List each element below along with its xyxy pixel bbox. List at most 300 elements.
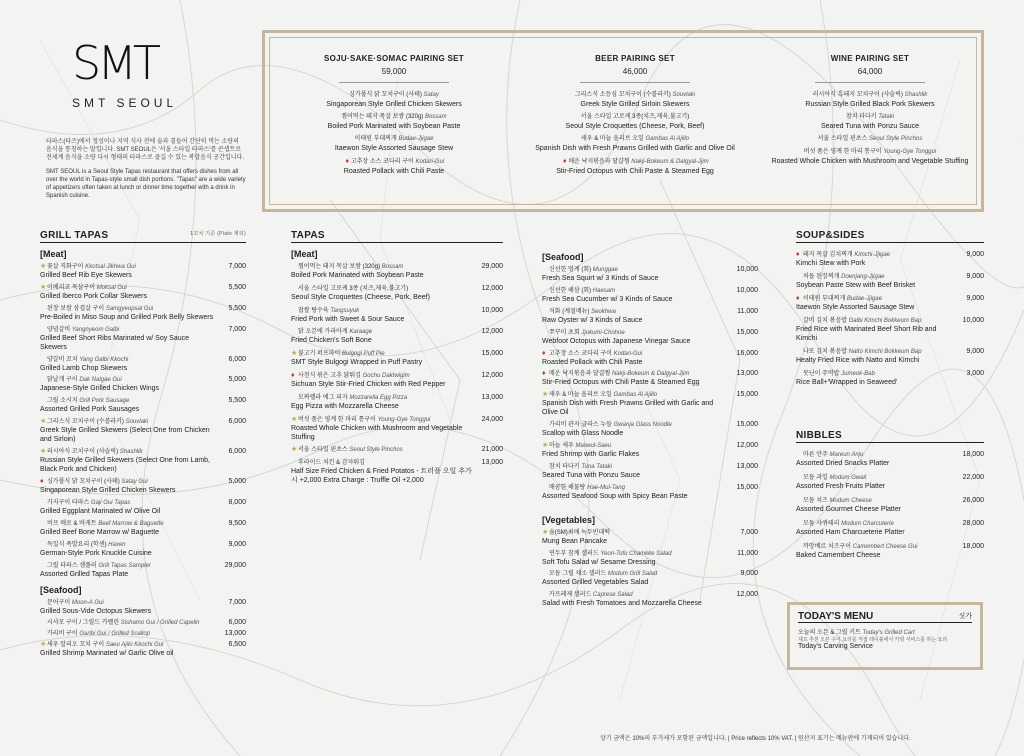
chili-icon: ♦: [563, 158, 567, 165]
menu-item: [40, 499, 246, 516]
item-price: 16,000: [736, 349, 758, 357]
item-price: 18,000: [962, 451, 984, 458]
item-korean-text: 서울 스타일 고로케 3종 (치즈,제육,불고기): [298, 285, 409, 292]
item-korean-name: [40, 326, 216, 334]
pairing-title: WINE PAIRING SET: [830, 54, 910, 63]
subsection-title: [Meat]: [291, 249, 318, 259]
item-korean-text: 찜어먹는 돼지 목살 보쌈 (320g): [298, 264, 382, 270]
menu-item: [542, 550, 758, 567]
item-romanized: Modum Grill Salad: [607, 571, 658, 578]
item-korean-name: [40, 630, 216, 638]
item-korean-text: 나또 김치 볶음밥: [803, 349, 849, 355]
item-korean-text: 가지구이 타파스: [47, 499, 91, 506]
menu-item: [796, 451, 984, 468]
pairing-item: [279, 91, 509, 109]
pairing-item: [520, 91, 750, 109]
menu-item: [40, 599, 246, 616]
item-korean-name: [40, 641, 216, 649]
item-korean-name: [755, 91, 985, 100]
item-english-name: Grilled Eggplant Marinated w/ Olive Oil: [40, 507, 161, 515]
section-title: SOUP&SIDES: [796, 230, 984, 243]
item-romanized: Mareun Anju: [829, 452, 864, 458]
menu-item: [796, 317, 984, 343]
pairing-item: [755, 113, 985, 131]
item-price: 15,000: [736, 483, 758, 491]
menu-item: [542, 484, 758, 501]
item-english-name: Stir-Fried Octopus with Chili Paste & Steamed Egg: [556, 168, 714, 175]
item-korean-text: 숨(SM)최애 녹두빈대떡: [549, 529, 611, 536]
intro-text: [46, 138, 246, 206]
chili-icon: ♦: [345, 158, 350, 165]
item-korean-name: [542, 329, 728, 337]
item-english-name: Assorted Gourmet Cheese Platter: [796, 506, 902, 513]
item-english-name: Assorted Fresh Fruits Platter: [796, 483, 886, 490]
item-korean-text: 매콤한 해물탕: [549, 484, 588, 491]
item-korean-name: [542, 484, 728, 492]
item-price: 5,500: [228, 283, 246, 291]
item-romanized: Yang Galbi Kkochi: [79, 356, 129, 363]
item-korean-name: [542, 391, 728, 399]
item-price: 21,000: [481, 446, 503, 454]
chili-icon: ♦: [796, 251, 800, 258]
item-romanized: Caprese Salad: [592, 591, 633, 598]
menu-item: [796, 295, 984, 312]
item-english-name: Egg Pizza with Mozzarella Cheese: [291, 402, 399, 410]
intro-english: SMT SEOUL is a Seoul Style Tapas restaurant that offers dishes from all over the world in Tapas-style small dish portions. "Tapas" are a wide variety of appetizers often taken at lunch or dinner time together with a drink in Spanish cuisine.: [46, 169, 246, 199]
chili-icon: ♦: [542, 370, 546, 378]
item-romanized: Samgyeopsal Gui: [105, 305, 154, 312]
chili-icon: ♦: [796, 295, 800, 302]
item-korean-text: 신선한 해삼 (회): [549, 287, 593, 294]
item-korean-name: [542, 287, 728, 295]
item-english-name: Spanish Dish with Fresh Prawns Grilled with Garlic and Olive Oil: [542, 400, 714, 417]
item-korean-text: 후라이드 치킨 & 감자튀김: [298, 460, 365, 467]
menu-item: [542, 442, 758, 459]
star-icon: ★: [291, 446, 298, 454]
item-price: 5,500: [228, 397, 246, 405]
item-korean-text: 양갈비 꼬치: [47, 356, 80, 363]
item-price: 10,000: [736, 266, 758, 273]
item-korean-text: 모듬 과일: [803, 475, 830, 481]
item-korean-text: 신선한 멍게 (회): [549, 267, 593, 273]
item-korean-name: [291, 394, 473, 402]
todays-menu-box: TODAY'S MENU 싯가 오늘의 오븐 & 그릴 키트 Today's Grilled Cart 셰프 추천 오븐 구이 요리를 직접 테이블에서 카빙 서비스를 하는 요리 Today's Carving Service: [787, 602, 983, 670]
menu-item: [291, 263, 503, 280]
item-romanized: Souvlaki: [672, 92, 696, 98]
item-korean-text: 매운 낙지볶음과 달걀찜: [549, 371, 612, 378]
menu-item: [40, 562, 246, 579]
item-price: 11,000: [737, 307, 758, 315]
item-price: 7,000: [228, 598, 246, 606]
item-price: 7,000: [740, 528, 758, 536]
item-price: 13,000: [481, 459, 503, 467]
pairing-item: [755, 135, 985, 144]
item-price: 28,000: [962, 520, 984, 527]
item-english-name: Seared Tuna with Ponzu Sauce: [820, 123, 920, 130]
item-price: 13,000: [224, 629, 246, 637]
item-korean-text: 서울 스타일 고로케 3종(치즈,제육,불고기): [580, 114, 690, 120]
tapas-section: [291, 230, 503, 490]
menu-item: [796, 251, 984, 268]
item-korean-name: [542, 529, 728, 537]
item-english-name: Roasted Pollack with Chili Paste: [542, 358, 643, 366]
item-korean-text: 이베리코 목살구이: [47, 284, 97, 291]
subsection-title: [Meat]: [40, 249, 67, 259]
item-romanized: Haxen: [108, 541, 126, 548]
item-korean-text: 차돌 된장찌개: [803, 274, 842, 280]
item-price: 15,000: [736, 328, 758, 336]
item-english-name: Mung Bean Pancake: [542, 537, 607, 545]
item-korean-name: [40, 562, 216, 570]
item-romanized: Budae-Jjigae: [398, 136, 434, 142]
item-romanized: Kimchi-Jjigae: [854, 252, 891, 258]
item-price: 6,000: [228, 618, 246, 626]
item-korean-name: [291, 446, 473, 454]
item-korean-name: [796, 348, 954, 356]
item-romanized: Saeu Ajilo Kkochi Gui: [105, 641, 164, 648]
subsection-title: [Seafood]: [40, 584, 82, 595]
pairing-item: [279, 113, 509, 131]
menu-item: [40, 541, 246, 558]
item-korean-name: [40, 478, 216, 486]
item-english-name: Spanish Dish with Fresh Prawns Grilled with Garlic and Olive Oil: [535, 145, 735, 152]
pairing-item: [520, 135, 750, 153]
item-korean-name: [40, 499, 216, 507]
item-korean-text: 모둠 샤퀴테리: [803, 521, 842, 527]
item-english-name: Fresh Sea Cucumber w/ 3 Kinds of Sauce: [542, 295, 673, 303]
section-title: GRILL TAPAS 1꼬치 기준 (Plate 제외): [40, 230, 246, 241]
item-korean-name: [279, 91, 509, 100]
item-korean-text: 카프레제 샐러드: [549, 591, 593, 598]
item-romanized: Haesam: [592, 287, 616, 294]
item-korean-name: [291, 350, 473, 358]
item-romanized: Young-Gye Tonggui: [377, 416, 431, 423]
item-romanized: Budae-Jjigae: [846, 296, 882, 302]
pairing-price: 59,000: [381, 67, 407, 76]
item-english-name: Fried Rice with Marinated Beef Short Rib and Kimchi: [796, 326, 937, 342]
menu-item: [40, 397, 246, 414]
item-price: 5,000: [228, 376, 246, 384]
item-romanized: Mozzarella Egg Pizza: [349, 394, 408, 401]
item-romanized: Modum Cheese: [829, 498, 872, 504]
item-price: 18,000: [962, 543, 984, 550]
menu-item: [291, 394, 503, 411]
item-romanized: Munggae: [592, 267, 618, 273]
item-korean-name: [40, 284, 216, 292]
section-title: TAPAS: [291, 230, 503, 243]
item-price: 6,500: [228, 640, 246, 648]
item-korean-text: 서울 스타일 핀초스: [817, 136, 869, 142]
item-romanized: Nakji-Bokeum & Dalgyal-Jjim: [631, 159, 709, 165]
item-english-name: Assorted Ham Charcueterie Platter: [796, 529, 905, 536]
chili-icon: ♦: [291, 371, 295, 379]
item-korean-name: [520, 113, 750, 122]
item-korean-name: [291, 459, 473, 467]
item-english-name: Assorted Grilled Vegetables Salad: [542, 579, 649, 587]
item-korean-text: 닭 오븐에 가라아게: [298, 329, 350, 336]
item-korean-name: [40, 356, 216, 364]
item-korean-text: 러시아식 꼬치구이 (샤슬릭): [47, 449, 120, 456]
item-korean-name: [520, 157, 750, 167]
item-korean-name: [796, 317, 954, 325]
menu-item: [40, 263, 246, 280]
item-korean-name: [520, 135, 750, 144]
item-price: 15,000: [481, 350, 503, 358]
menu-item: [796, 474, 984, 491]
item-price: 10,000: [736, 286, 758, 294]
star-icon: ★: [291, 350, 298, 358]
star-icon: ★: [40, 283, 47, 291]
item-romanized: Kkotsal Jikhwa Gui: [85, 264, 136, 270]
item-english-name: Greek Style Grilled Skewers (Select One from Chicken and Sirloin): [40, 427, 210, 444]
item-english-name: Kimchi Stew with Pork: [796, 260, 866, 267]
menu-item: [542, 329, 758, 346]
item-korean-name: [291, 307, 473, 315]
item-english-name: Assorted Grilled Pork Sausages: [40, 406, 140, 414]
menu-item: [796, 520, 984, 537]
item-korean-name: [279, 135, 509, 144]
item-korean-name: [542, 421, 728, 429]
pairing-set: [755, 54, 985, 170]
pairing-item: [755, 91, 985, 109]
item-price: 9,000: [966, 348, 984, 355]
item-korean-text: 이태원 부대찌개: [354, 136, 399, 142]
chili-icon: ♦: [40, 478, 44, 486]
item-korean-text: 가리비 구이: [47, 630, 80, 637]
item-english-name: Fried Chicken's Soft Bone: [291, 337, 372, 345]
menu-item: [40, 478, 246, 495]
menu-item: [40, 284, 246, 301]
item-korean-text: 찜어먹는 돼지 목살 보쌈 (320g): [341, 114, 425, 120]
logo-mark: SMT: [72, 36, 157, 90]
item-english-name: Stir-Fried Octopus with Chili Paste & Steamed Egg: [542, 379, 700, 387]
item-korean-name: [796, 451, 954, 459]
item-korean-text: 모듬 치즈: [803, 498, 830, 504]
item-romanized: Satay Gui: [121, 479, 148, 486]
pairing-item: [755, 148, 985, 166]
item-korean-name: [542, 463, 728, 471]
menu-item: [542, 350, 758, 367]
item-english-name: Baked Camembert Cheese: [796, 552, 881, 559]
item-korean-name: [542, 350, 728, 358]
item-korean-text: 새우 & 마늘 올리브 오일: [549, 392, 614, 399]
item-romanized: Grill Pork Sausage: [79, 398, 130, 405]
item-korean-name: [542, 370, 728, 378]
logo: [72, 36, 202, 110]
item-korean-text: 비프 매로 & 바게트: [47, 520, 99, 527]
item-english-name: Raw Oyster w/ 3 Kinds of Sauce: [542, 316, 643, 324]
item-price: 7,000: [228, 263, 246, 270]
item-romanized: Satay: [423, 92, 439, 98]
item-korean-name: [279, 113, 509, 122]
item-romanized: Bossam: [381, 264, 404, 270]
menu-item: [40, 520, 246, 537]
item-korean-text: 까망베르 치즈구이: [803, 544, 853, 550]
item-korean-name: [40, 599, 216, 607]
item-korean-text: 뭇닌이 주먹밥: [803, 371, 842, 377]
item-english-name: Fried Pork with Sweet & Sour Sauce: [291, 315, 405, 323]
item-korean-text: 그리스식 꼬치구이 (수블라키): [47, 419, 126, 426]
item-romanized: Tuna Tataki: [581, 464, 613, 471]
item-korean-name: [542, 442, 728, 450]
pairing-price: 64,000: [857, 67, 883, 76]
item-price: 9,000: [740, 570, 758, 578]
item-english-name: Roasted Whole Chicken with Mushroom and Vegetable Stuffing: [291, 424, 463, 441]
item-price: 9,000: [966, 251, 984, 258]
item-english-name: Pre-Boiled in Miso Soup and Grilled Pork Belly Skewers: [40, 313, 214, 321]
menu-item: [542, 529, 758, 546]
item-english-name: Fresh Sea Squirt w/ 3 Kinds of Sauce: [542, 275, 659, 282]
item-korean-name: [291, 328, 473, 336]
subsection-title: [Vegetables]: [542, 514, 596, 525]
item-romanized: Kodari-Gui: [613, 350, 643, 357]
item-romanized: Jumeok-Bab: [841, 371, 875, 377]
item-korean-text: 고추장 소스 코다리 구이: [350, 159, 416, 165]
item-price: 3,000: [966, 370, 984, 377]
item-korean-name: [755, 113, 985, 122]
menu-item: [40, 376, 246, 393]
menu-item: [542, 591, 758, 608]
item-korean-name: [796, 370, 954, 378]
item-price: 29,000: [224, 561, 246, 569]
item-korean-name: [755, 135, 985, 144]
menu-item: [291, 328, 503, 345]
item-romanized: Seokhwa: [591, 308, 616, 315]
menu-item: [291, 446, 503, 454]
item-korean-text: 연두부 참깨 샐러드: [549, 550, 601, 557]
soup-sides-section: [796, 230, 984, 392]
star-icon: ★: [291, 415, 298, 423]
item-korean-name: [542, 308, 728, 316]
item-romanized: Gaji Gui Tapas: [90, 499, 131, 506]
item-romanized: Seoul Style Pinchos: [349, 447, 403, 454]
menu-item: [796, 273, 984, 290]
item-price: 12,000: [736, 442, 758, 450]
menu-item: [40, 305, 246, 322]
item-korean-name: [279, 157, 509, 167]
section-title: NIBBLES: [796, 430, 984, 443]
item-english-name: Fried Shrimp with Garlic Flakes: [542, 451, 640, 459]
star-icon: ★: [542, 391, 549, 399]
item-romanized: Gambas Al Ajillo: [645, 136, 690, 142]
item-korean-name: [755, 148, 985, 157]
menu-item: [291, 416, 503, 442]
item-english-name: Salad with Fresh Tomatoes and Mozzarella Cheese: [542, 599, 702, 607]
item-romanized: Modum Charcuterie: [841, 521, 894, 527]
item-korean-text: 불고기 퍼프파이: [298, 351, 342, 358]
subsection-title: [Seafood]: [542, 252, 584, 262]
item-english-name: Grilled Shrimp Marinated w/ Garlic Olive oil: [40, 649, 174, 657]
item-price: 11,000: [737, 549, 758, 557]
item-romanized: Modum Gwail: [829, 475, 867, 481]
item-price: 26,000: [962, 497, 984, 504]
item-korean-name: [291, 263, 473, 271]
item-english-name: Japanese-Style Grilled Chicken Wings: [40, 385, 160, 393]
menu-item: [542, 570, 758, 587]
item-korean-text: 그리스식 소등심 꼬치구이 (수블라키): [574, 92, 673, 98]
item-price: 9,000: [228, 540, 246, 548]
item-romanized: Bulgogi Puff Pie: [341, 351, 385, 358]
item-korean-name: [291, 372, 473, 380]
item-korean-name: [520, 91, 750, 100]
menu-item: [796, 370, 984, 387]
pairing-item: [279, 157, 509, 176]
pairing-title: SOJU·SAKE·SOMAC PAIRING SET: [324, 54, 464, 63]
item-english-name: Singaporean Style Grilled Chicken Skewers: [326, 101, 462, 108]
item-english-name: Grilled Iberco Pork Collar Skewers: [40, 292, 147, 300]
item-korean-text: 새우 & 마늘 올리브 오일: [580, 136, 646, 142]
item-korean-name: [796, 474, 954, 482]
item-korean-text: 러시아식 흑돼지 꼬치구이 (샤슬릭): [812, 92, 905, 98]
divider: [815, 82, 925, 83]
item-english-name: Healty Fried Rice with Natto and Kimchi: [796, 357, 920, 364]
item-english-name: Assorted Grilled Tapas Plate: [40, 570, 129, 578]
item-korean-text: 모듬 그릴 채소 샐러드: [549, 571, 608, 578]
item-korean-name: [796, 520, 954, 528]
menu-item: [542, 391, 758, 417]
item-korean-text: 서울 스타일 핀초스: [298, 447, 350, 454]
item-korean-text: 모짜렐라 에그 피자: [298, 394, 350, 401]
menu-item: [291, 350, 503, 367]
menu-item: [40, 630, 246, 638]
item-english-name: Seared Tuna with Ponzu Sauce: [542, 472, 641, 480]
star-icon: ★: [40, 640, 47, 648]
menu-item: [542, 421, 758, 438]
menu-item: [542, 308, 758, 325]
footer-note: 상기 금액은 10%의 부가세가 포함된 금액입니다. | Price reflects 10% VAT. | 원산지 표기는 메뉴판에 기재되어 있습니다.: [600, 736, 911, 742]
item-korean-name: [796, 497, 954, 505]
item-romanized: Nakji-Bokeum & Dalgyal-Jjim: [611, 371, 690, 378]
item-price: 5,500: [228, 304, 246, 312]
item-romanized: Bossam: [424, 114, 447, 120]
item-english-name: Webfoot Octopus with Japanese Vinegar Sauce: [542, 337, 691, 345]
item-korean-name: [542, 266, 728, 274]
item-korean-text: 시샤모 구이 / 그릴드 카펠린: [47, 619, 121, 626]
item-english-name: Grilled Beef Short Ribs Marinated w/ Soy Sauce Skewers: [40, 334, 190, 351]
item-korean-text: 석화 (계절메뉴): [549, 308, 592, 315]
item-english-name: Roasted Whole Chicken with Mushroom and Vegetable Stuffing: [771, 158, 969, 165]
item-price: 13,000: [481, 393, 503, 401]
item-english-name: Sichuan Style Stir-Fried Chicken with Red Pepper: [291, 380, 446, 388]
menu-item: [40, 418, 246, 444]
item-korean-name: [40, 541, 216, 549]
item-romanized: Sishamo Gui / Grilled Capelin: [120, 619, 200, 626]
menu-item: [542, 370, 758, 387]
menu-item: [542, 463, 758, 480]
item-romanized: Garibi Gui / Grilled Scallop: [79, 630, 151, 637]
item-korean-name: [542, 591, 728, 599]
logo-subtitle: SMT SEOUL: [72, 96, 178, 110]
item-price: 9,000: [966, 273, 984, 280]
item-romanized: Yangnyeom Galbi: [71, 326, 120, 333]
item-korean-name: [796, 273, 954, 281]
intro-korean: 타파스(타즈)에서 정성이나 지역 식사 전에 술과 곁들어 간단히 먹는 소량의 음식을 통칭하는 말입니다. SMT SEOUL은 '서울 스타일 타파스'를 콘셉트로 전세계 음식을 소량 다시 형태의 타파스로 즐길 수 있는 복합음식 공간입니다.: [46, 139, 245, 161]
item-english-name: Grilled Sous-Vide Octopus Skewers: [40, 607, 152, 615]
menu-item: [291, 285, 503, 302]
item-korean-name: [40, 418, 216, 426]
item-english-name: Boiled Pork Marinated with Soybean Paste: [327, 123, 461, 130]
item-korean-text: 그릴 소시지: [47, 398, 80, 405]
item-korean-name: [291, 416, 473, 424]
item-romanized: Gambas Al Ajillo: [613, 392, 658, 399]
item-romanized: Galbi Kimchi Bokkeum Bap: [848, 318, 922, 324]
item-korean-name: [796, 295, 954, 303]
item-price: 9,500: [228, 519, 246, 527]
item-korean-text: 이태원 부대찌개: [803, 296, 847, 302]
section-title: TODAY'S MENU 싯가: [798, 611, 972, 622]
menu-item: [40, 448, 246, 474]
item-price: 10,000: [481, 306, 503, 314]
